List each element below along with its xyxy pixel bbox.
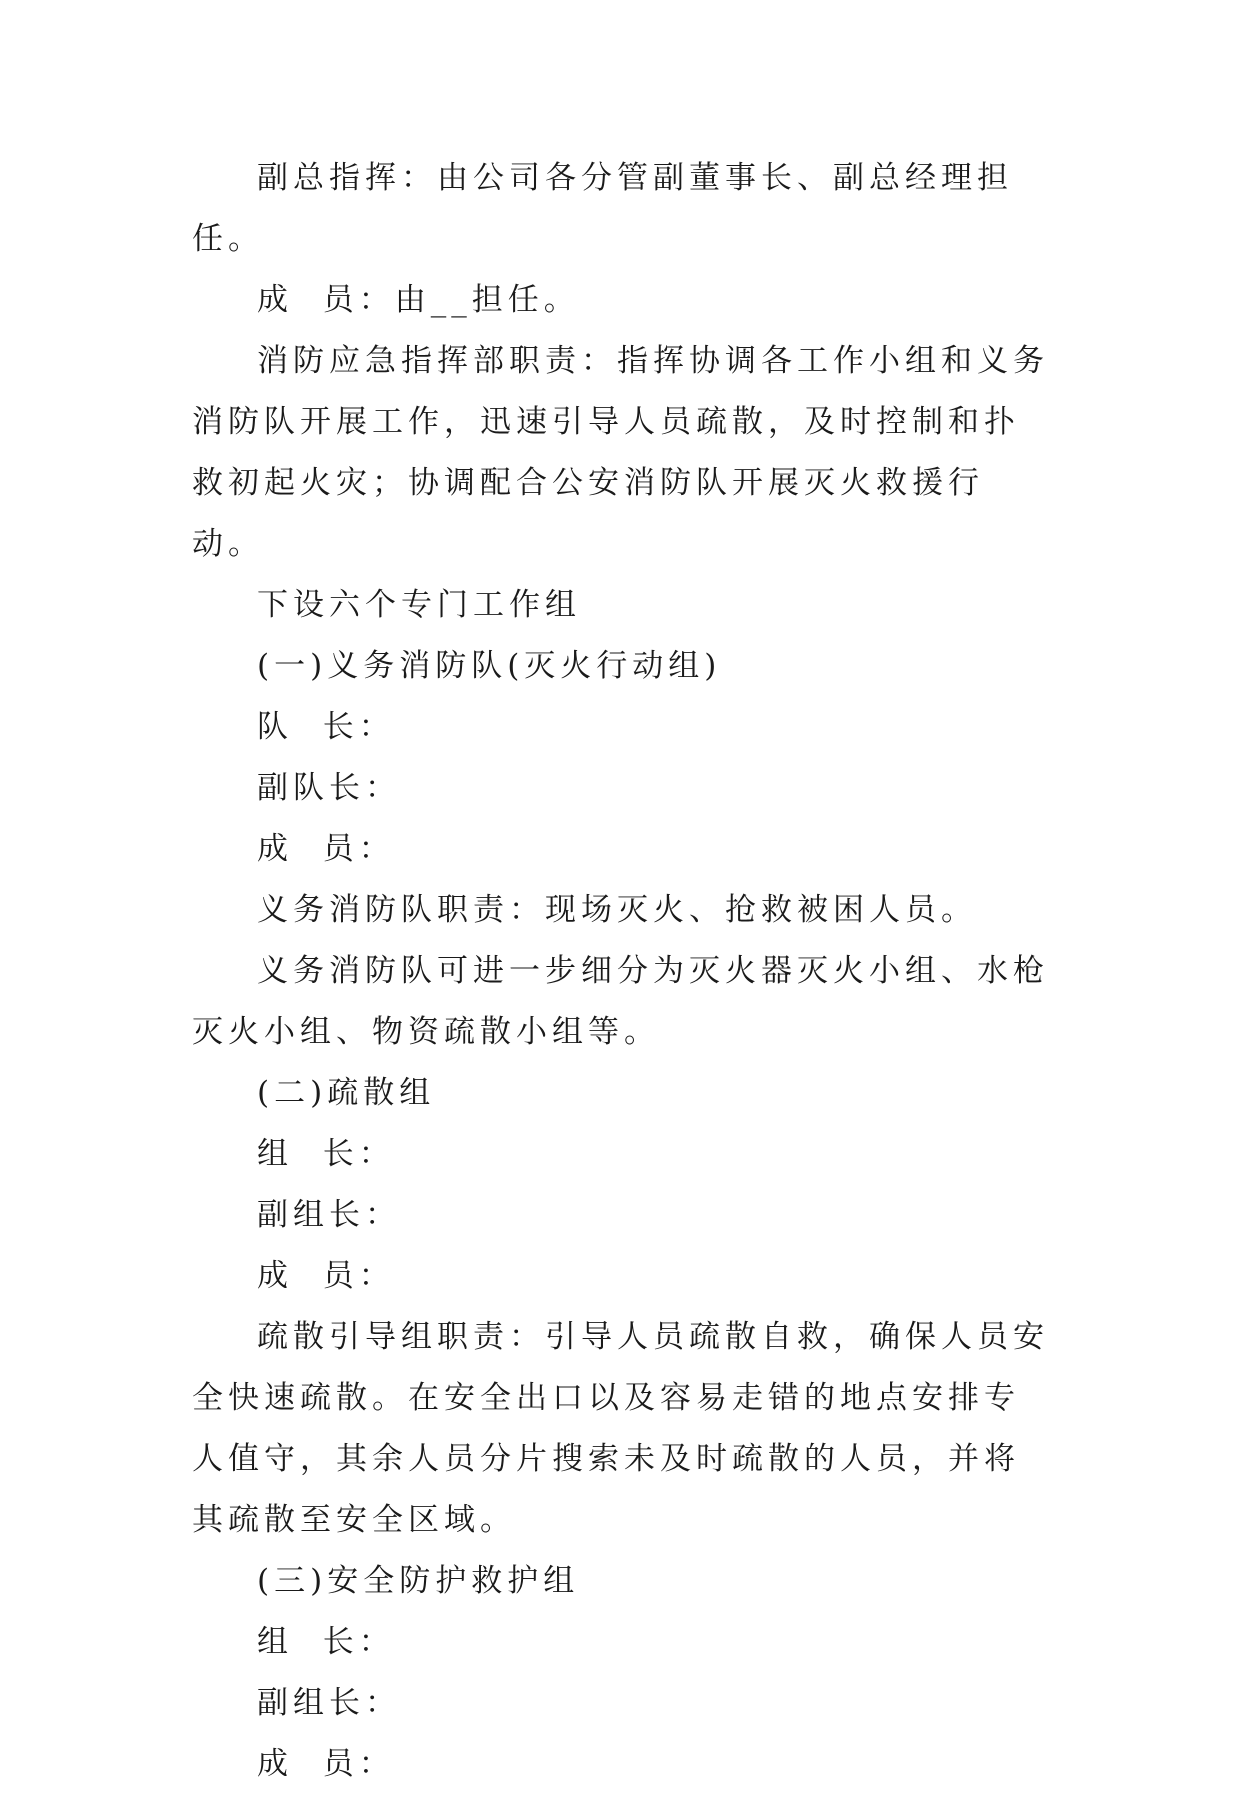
paragraph-command-duties: 消防应急指挥部职责：指挥协调各工作小组和义务消防队开展工作，迅速引导人员疏散，及时控制和扑救初起火灾；协调配合公安消防队开展灭火救援行动。 xyxy=(192,343,1049,562)
paragraph-evac-leader: 组 长： xyxy=(257,1136,395,1172)
paragraph-team-leader: 队 长： xyxy=(257,709,395,745)
paragraph-team-members: 成 员： xyxy=(257,831,395,867)
section-heading-safety-rescue-group: (三)安全防护救护组 xyxy=(257,1563,580,1599)
document-body xyxy=(192,148,1052,1795)
paragraph-rescue-deputy-leader: 副组长： xyxy=(257,1685,401,1721)
paragraph-evac-duties: 疏散引导组职责：引导人员疏散自救，确保人员安全快速疏散。在安全出口以及容易走错的地点安排专人值守，其余人员分片搜索未及时疏散的人员，并将其疏散至安全区域。 xyxy=(192,1319,1049,1538)
paragraph-members: 成 员：由__担任。 xyxy=(257,282,580,318)
paragraph-evac-deputy-leader: 副组长： xyxy=(257,1197,401,1233)
paragraph-six-groups: 下设六个专门工作组 xyxy=(257,587,581,623)
paragraph-team-duties: 义务消防队职责：现场灭火、抢救被困人员。 xyxy=(257,892,977,928)
paragraph-deputy-commander: 副总指挥：由公司各分管副董事长、副总经理担任。 xyxy=(192,160,1013,257)
paragraph-rescue-members: 成 员： xyxy=(257,1746,395,1782)
paragraph-deputy-team-leader: 副队长： xyxy=(257,770,401,806)
paragraph-rescue-leader: 组 长： xyxy=(257,1624,395,1660)
paragraph-evac-members: 成 员： xyxy=(257,1258,395,1294)
paragraph-team-subdivision: 义务消防队可进一步细分为灭火器灭火小组、水枪灭火小组、物资疏散小组等。 xyxy=(192,953,1049,1050)
section-heading-volunteer-fire-team: (一)义务消防队(灭火行动组) xyxy=(257,648,722,684)
section-heading-evacuation-group: (二)疏散组 xyxy=(257,1075,436,1111)
